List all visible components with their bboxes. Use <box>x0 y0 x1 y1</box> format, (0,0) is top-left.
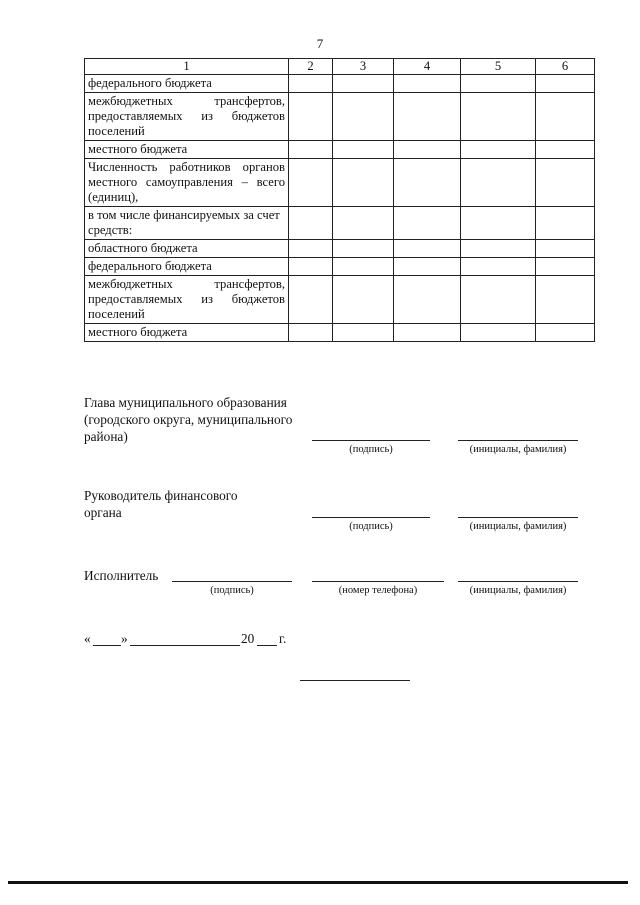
bottom-rule <box>8 881 628 884</box>
date-year-prefix: 20 <box>241 631 255 646</box>
executor-phone-caption: (номер телефона) <box>338 585 418 596</box>
table-cell <box>536 240 595 258</box>
date-year-line[interactable] <box>257 645 277 646</box>
date-year-suffix: г. <box>279 631 287 646</box>
report-table <box>84 58 595 342</box>
finance-name-line[interactable] <box>458 517 578 518</box>
table-cell <box>289 240 333 258</box>
table-cell <box>536 258 595 276</box>
row-label: местного бюджета <box>85 141 289 159</box>
table-cell <box>333 75 394 93</box>
table-cell <box>333 141 394 159</box>
executor-name-caption: (инициалы, фамилия) <box>469 585 567 596</box>
executor-phone-line[interactable] <box>312 581 444 582</box>
page-number: 7 <box>316 36 324 51</box>
table-cell <box>536 276 595 324</box>
table-cell <box>289 207 333 240</box>
row-label: в том числе финансируемых за счет средств: <box>85 207 289 240</box>
table-cell <box>333 159 394 207</box>
table-cell <box>461 240 536 258</box>
row-label: областного бюджета <box>85 240 289 258</box>
table-row <box>85 159 595 207</box>
table-cell <box>394 141 461 159</box>
head-name-caption: (инициалы, фамилия) <box>469 444 567 455</box>
table-row <box>85 93 595 141</box>
table-row <box>85 258 595 276</box>
finance-title: Руководитель финансового органа <box>84 488 238 520</box>
date-month-line[interactable] <box>130 645 240 646</box>
date-open-quote: « <box>84 631 91 646</box>
date-close-quote: » <box>121 631 128 646</box>
table-cell <box>536 207 595 240</box>
head-name-line[interactable] <box>458 440 578 441</box>
finance-signature-caption: (подпись) <box>349 521 393 532</box>
date-day-line[interactable] <box>93 645 121 646</box>
table-cell <box>394 276 461 324</box>
executor-signature-caption: (подпись) <box>210 585 254 596</box>
table-cell <box>394 93 461 141</box>
table-row <box>85 324 595 342</box>
row-label: федерального бюджета <box>85 75 289 93</box>
table-cell <box>461 141 536 159</box>
table-cell <box>461 258 536 276</box>
row-label: федерального бюджета <box>85 258 289 276</box>
table-cell <box>394 159 461 207</box>
table-cell <box>536 324 595 342</box>
table-cell <box>333 93 394 141</box>
table-cell <box>289 258 333 276</box>
table-row <box>85 75 595 93</box>
table-cell <box>333 258 394 276</box>
table-cell <box>289 93 333 141</box>
executor-signature-line[interactable] <box>172 581 292 582</box>
table-cell <box>289 141 333 159</box>
column-header: 4 <box>394 59 461 75</box>
column-header: 2 <box>289 59 333 75</box>
table-cell <box>461 93 536 141</box>
table-cell <box>289 276 333 324</box>
row-label: местного бюджета <box>85 324 289 342</box>
table-row <box>85 207 595 240</box>
row-label: межбюджетных трансфертов, предоставляемых из бюджетов поселений <box>85 276 289 324</box>
table-cell <box>394 75 461 93</box>
table-cell <box>394 240 461 258</box>
table-cell <box>394 207 461 240</box>
separator-line <box>300 680 410 681</box>
column-header: 3 <box>333 59 394 75</box>
table-cell <box>536 93 595 141</box>
table-cell <box>333 240 394 258</box>
table-cell <box>333 276 394 324</box>
table-cell <box>536 75 595 93</box>
executor-name-line[interactable] <box>458 581 578 582</box>
table-cell <box>461 75 536 93</box>
executor-title: Исполнитель <box>84 568 159 583</box>
table-row <box>85 240 595 258</box>
table-cell <box>536 141 595 159</box>
table-cell <box>289 159 333 207</box>
table-cell <box>394 258 461 276</box>
table-cell <box>394 324 461 342</box>
head-signature-caption: (подпись) <box>349 444 393 455</box>
row-label: Численность работников органов местного самоуправления – всего (единиц), <box>85 159 289 207</box>
head-title: Глава муниципального образования (городского округа, муниципального района) <box>84 395 293 444</box>
table-cell <box>461 207 536 240</box>
table-cell <box>333 207 394 240</box>
table-cell <box>461 159 536 207</box>
column-header: 1 <box>85 59 289 75</box>
table-row <box>85 276 595 324</box>
column-header: 5 <box>461 59 536 75</box>
row-label: межбюджетных трансфертов, предоставляемых из бюджетов поселений <box>85 93 289 141</box>
finance-signature-line[interactable] <box>312 517 430 518</box>
table-header-row <box>85 59 595 75</box>
table-cell <box>536 159 595 207</box>
head-signature-line[interactable] <box>312 440 430 441</box>
table-cell <box>461 324 536 342</box>
table-row <box>85 141 595 159</box>
table-cell <box>461 276 536 324</box>
table-cell <box>289 324 333 342</box>
finance-name-caption: (инициалы, фамилия) <box>469 521 567 532</box>
table-cell <box>333 324 394 342</box>
column-header: 6 <box>536 59 595 75</box>
table-cell <box>289 75 333 93</box>
